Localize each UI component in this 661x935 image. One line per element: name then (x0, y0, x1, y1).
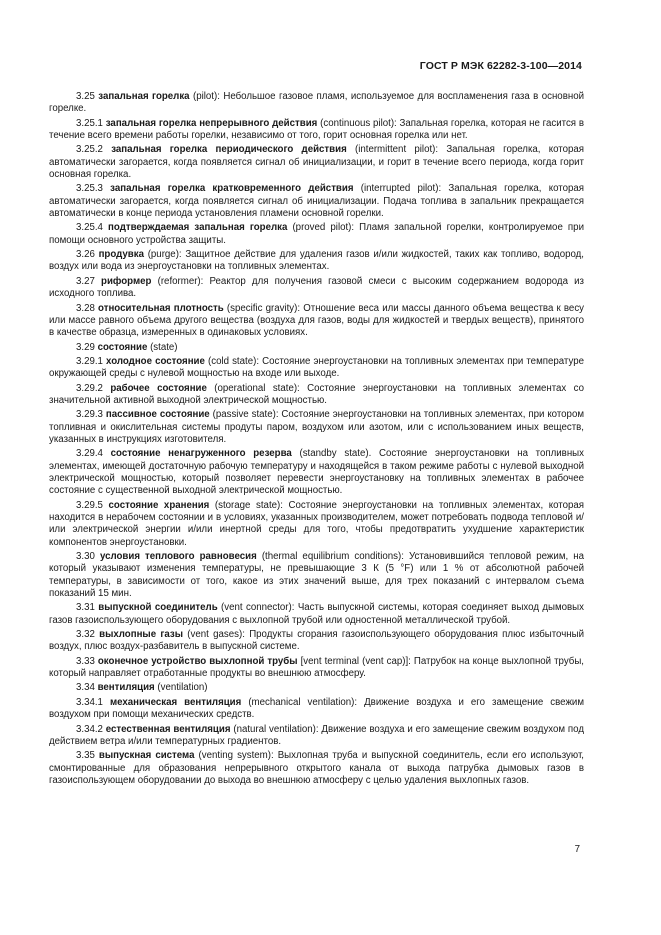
definition-paragraph (49, 682, 584, 694)
defined-term: естественная вентиляция (105, 723, 231, 735)
defined-term: запальная горелка периодического действия (111, 144, 347, 156)
definition-text: (state) (147, 341, 178, 353)
definition-paragraph (49, 249, 584, 274)
clause-number: 3.29.5 (76, 499, 103, 511)
definition-paragraph (49, 602, 584, 627)
defined-term: выпускная система (98, 750, 195, 762)
definition-text: (intermittent pilot): Запальная горелка, которая автоматически загорается, когда появляется сигнал об инициализации, и горит в течение всего периода, когда горит основная горелка. (49, 144, 584, 181)
defined-term: выхлопные газы (99, 629, 184, 641)
definition-text: (venting system): Выхлопная труба и выпускной соединитель, если его используют, смонтированные для образования непрерывного открытого канала от выхода патрубка дымовых газов в газоиспользующем оборудовании до выхода во внешнюю атмосферу с целью удаления выхлопных газов. (49, 750, 584, 786)
definition-paragraph (49, 356, 584, 381)
definition-paragraph (49, 448, 584, 497)
definition-text: (operational state): Состояние энергоустановки на топливных элементах со значительной активной выходной электрической мощностью. (49, 382, 585, 406)
defined-term: продувка (98, 249, 144, 261)
clause-number: 3.29.4 (76, 448, 103, 460)
defined-term: состояние (97, 341, 148, 353)
clause-number: 3.25.4 (76, 222, 103, 234)
definition-text: (purge): Защитное действие для удаления газов и/или жидкостей, таких как топливо, водород, воздух или вода из энергоустановки на топливных элементах. (49, 249, 584, 273)
definition-text: (standby state). Состояние энергоустановки на топливных элементах, имеющей достаточную рабочую температуру и находящейся в таком режиме работы с нулевой выходной электрической мощностью, который позволяет перевести энергоустановку на топливных элементах в рабочее состояние с существенной выходной электрической мощностью. (49, 448, 584, 497)
defined-term: механическая вентиляция (109, 696, 242, 708)
clause-number: 3.34.2 (76, 723, 103, 735)
definition-paragraph (49, 409, 584, 446)
defined-term: запальная горелка кратковременного действия (110, 183, 354, 195)
page-number: 7 (574, 844, 580, 855)
defined-term: выпускной соединитель (98, 602, 218, 614)
defined-term: запальная горелка (98, 91, 190, 102)
definition-paragraph (49, 697, 584, 722)
defined-term: подтверждаемая запальная горелка (108, 222, 288, 234)
clause-number: 3.35 (76, 750, 95, 762)
definition-text: (pilot): Небольшое газовое пламя, используемое для воспламенения газа в основной горелке. (49, 91, 584, 115)
clause-number: 3.29.2 (76, 382, 103, 394)
definition-paragraph (49, 500, 584, 549)
defined-term: состояние хранения (108, 499, 210, 511)
definition-text: (passive state): Состояние энергоустановки на топливных элементах, при котором топливная и окислительная системы продуты паром, воздухом или азотом, или с использованием иных веществ, указанных в инструкциях изготовителя. (49, 409, 584, 445)
definition-paragraph (49, 629, 584, 654)
definition-text: (interrupted pilot): Запальная горелка, которая автоматически загорается, когда появляется сигнал об инициализации. Подача топлива в запальник прекращается автоматически в конце периода установления пламени основной горелки. (49, 183, 584, 220)
definition-text: (storage state): Состояние энергоустановки на топливных элементах, которая находится в нерабочем состоянии и в условиях, указанных производителем, может потребовать подвода тепловой и/или электрической энергии и/или инертной среды для того, чтобы предотвратить ухудшение характеристик компонентов энергоустановки. (49, 499, 584, 548)
clause-number: 3.28 (76, 302, 95, 314)
defined-term: запальная горелка непрерывного действия (105, 117, 318, 129)
definition-text: (vent connector): Часть выпускной системы, которая соединяет выход дымовых газов газоиспользующего оборудования с выхлопной трубой или одностенной металлической трубой. (49, 602, 584, 626)
definition-paragraph (49, 724, 584, 749)
clause-number: 3.33 (76, 655, 95, 667)
defined-term: холодное состояние (106, 355, 205, 367)
clause-number: 3.26 (76, 249, 95, 261)
definition-paragraph (49, 183, 584, 220)
definition-paragraph (49, 222, 584, 247)
clause-number: 3.29.1 (76, 355, 103, 367)
definition-paragraph (49, 303, 584, 340)
clause-number: 3.25.2 (76, 144, 103, 156)
definition-text: (ventilation) (154, 682, 208, 694)
defined-term: риформер (101, 275, 152, 287)
definition-text: (vent gases): Продукты сгорания газоиспользующего оборудования плюс избыточный воздух, плюс воздух-разбавитель в выпускной системе. (49, 629, 584, 653)
standard-header: ГОСТ Р МЭК 62282-3-100—2014 (419, 60, 582, 72)
clause-number: 3.31 (76, 602, 95, 614)
clause-number: 3.29 (76, 341, 95, 353)
clause-number: 3.34 (76, 682, 95, 694)
definition-text: (specific gravity): Отношение веса или массы данного объема вещества к весу или массе равного объема другого вещества (воздуха для газов, воды для жидкостей и твердых веществ), принятого в качестве образца, измеренных в одинаковых условиях. (49, 302, 585, 339)
clause-number: 3.34.1 (76, 696, 103, 708)
definition-paragraph (49, 276, 584, 301)
defined-term: условия теплового равновесия (99, 551, 257, 563)
definition-text: (proved pilot): Пламя запальной горелки, контролируемое при помощи основного устройства защиты. (49, 222, 584, 246)
clause-number: 3.29.3 (76, 409, 103, 421)
defined-term: оконечное устройство выхлопной трубы (97, 655, 298, 667)
defined-term: состояние ненагруженного резерва (110, 448, 292, 460)
definition-text: (natural ventilation): Движение воздуха и его замещение свежим воздухом под действием ветра и/или температурных градиентов. (49, 723, 584, 747)
clause-number: 3.25.1 (76, 117, 103, 129)
defined-term: рабочее состояние (110, 382, 207, 394)
clause-number: 3.25 (76, 91, 95, 102)
defined-term: вентиляция (97, 682, 155, 694)
defined-term: относительная плотность (98, 302, 224, 314)
clause-number: 3.27 (76, 275, 95, 287)
definition-paragraph (49, 551, 584, 600)
definition-text: (continuous pilot): Запальная горелка, которая не гасится в течение всего времени работы горелки, независимо от того, горит основная горелка или нет. (49, 117, 584, 142)
clause-number: 3.25.3 (76, 183, 103, 195)
definition-text: (thermal equilibrium conditions): Установившийся тепловой режим, на который указывают изменения температуры, не превышающие 3 К (5 °F) или 1 % от абсолютной рабочей температуры, в зависимости от того, какое из этих значений выше, для трех показаний с интервалом съема показаний 15 мин. (49, 551, 584, 600)
definition-paragraph (49, 91, 584, 116)
clause-number: 3.30 (76, 551, 95, 563)
clause-number: 3.32 (76, 629, 95, 641)
definition-paragraph (49, 383, 584, 408)
definition-text: (cold state): Состояние энергоустановки на топливных элементах при температуре окружающей среды с нулевой мощностью на входе или выходе. (49, 355, 584, 380)
definition-paragraph (49, 342, 584, 354)
definition-paragraph (49, 144, 584, 181)
definition-paragraph (49, 656, 584, 681)
definition-text: (mechanical ventilation): Движение воздуха и его замещение свежим воздухом при помощи механических средств. (49, 696, 585, 721)
definition-paragraph (49, 750, 584, 787)
definition-text: [vent terminal (vent cap)]: Патрубок на конце выхлопной трубы, который направляет отработанные продукты во внешнюю атмосферу. (49, 655, 584, 680)
definition-text: (reformer): Реактор для получения газовой смеси с высоким содержанием водорода из исходного топлива. (49, 275, 584, 300)
defined-term: пассивное состояние (105, 409, 210, 421)
definition-paragraph (49, 118, 584, 143)
definitions-body (49, 91, 584, 789)
